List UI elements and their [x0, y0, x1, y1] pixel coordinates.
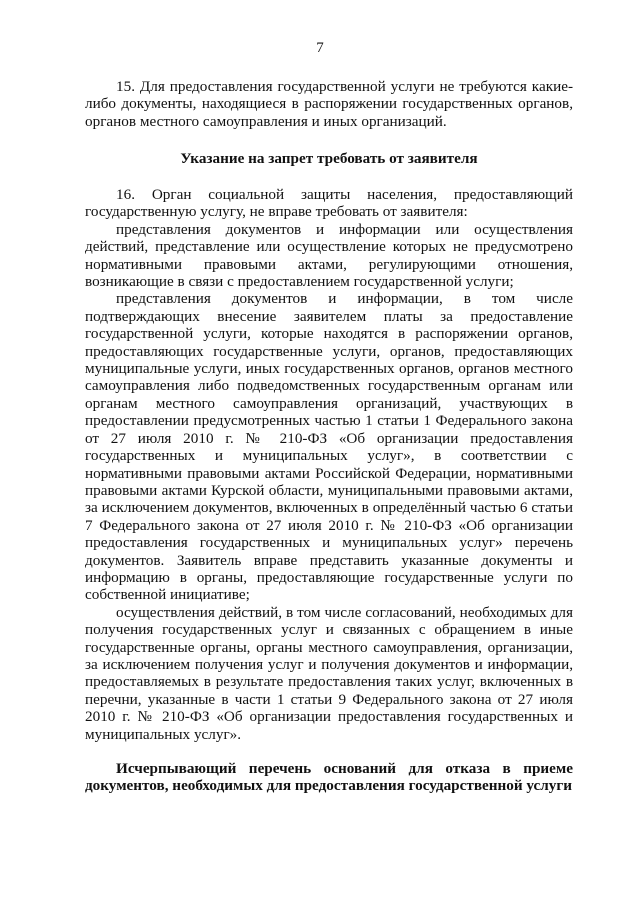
paragraph-16-item-2: представления документов и информации, в том числе подтверждающих внесение заявителем платы за предоставление государственной услуги, которые находятся в распоряжении органов, предоставляющих государственные услуги, органов, предоставляющих муниципальные услуги, иных государственных органов, органов местного самоуправления либо подведомственных государственным органам или органам местного самоуправления организаций, участвующих в предоставлении предусмотренных частью 1 статьи 1 Федерального закона от 27 июля 2010 г. № 210-ФЗ «Об организации предоставления государственных и муниципальных услуг», в соответствии с нормативными правовыми актами Российской Федерации, нормативными правовыми актами Курской области, муниципальными правовыми актами, за исключением документов, включенных в определённый частью 6 статьи 7 Федерального закона от 27 июля 2010 г. № 210-ФЗ «Об организации предоставления государственных и муниципальных услуг» перечень документов. Заявитель вправе представить указанные документы и информацию в органы, предоставляющие государственные услуги по собственной инициативе; — [85, 290, 573, 604]
paragraph-16 — [85, 186, 573, 743]
paragraph-16-item-1: представления документов и информации или осуществления действий, представление или осуществление которых не предусмотрено нормативными правовыми актами, регулирующими отношения, возникающие в связи с предоставлением государственной услуги; — [85, 220, 573, 291]
paragraph-16-intro: 16. Орган социальной защиты населения, предоставляющий государственную услугу, не вправе требовать от заявителя: — [85, 186, 573, 221]
paragraph-15 — [85, 78, 573, 130]
heading-prohibition: Указание на запрет требовать от заявителя — [180, 150, 478, 167]
paragraph-15-text: 15. Для предоставления государственной услуги не требуются какие-либо документы, находящиеся в распоряжении государственных органов, органов местного самоуправления и иных организаций. — [85, 78, 573, 130]
page-number: 7 — [316, 40, 324, 56]
paragraph-16-item-3: осуществления действий, в том числе согласований, необходимых для получения государственных услуг и связанных с обращением в иные государственные органы, органы местного самоуправления, организации, за исключением получения услуг и получения документов и информации, предоставляемых в результате предоставления таких услуг, включенных в перечни, указанные в части 1 статьи 9 Федерального закона от 27 июля 2010 г. № 210-ФЗ «Об организации предоставления государственных и муниципальных услуг». — [85, 603, 573, 743]
heading-refusal: Исчерпывающий перечень оснований для отказа в приеме документов, необходимых для предоставления государственной услуги — [85, 760, 573, 795]
